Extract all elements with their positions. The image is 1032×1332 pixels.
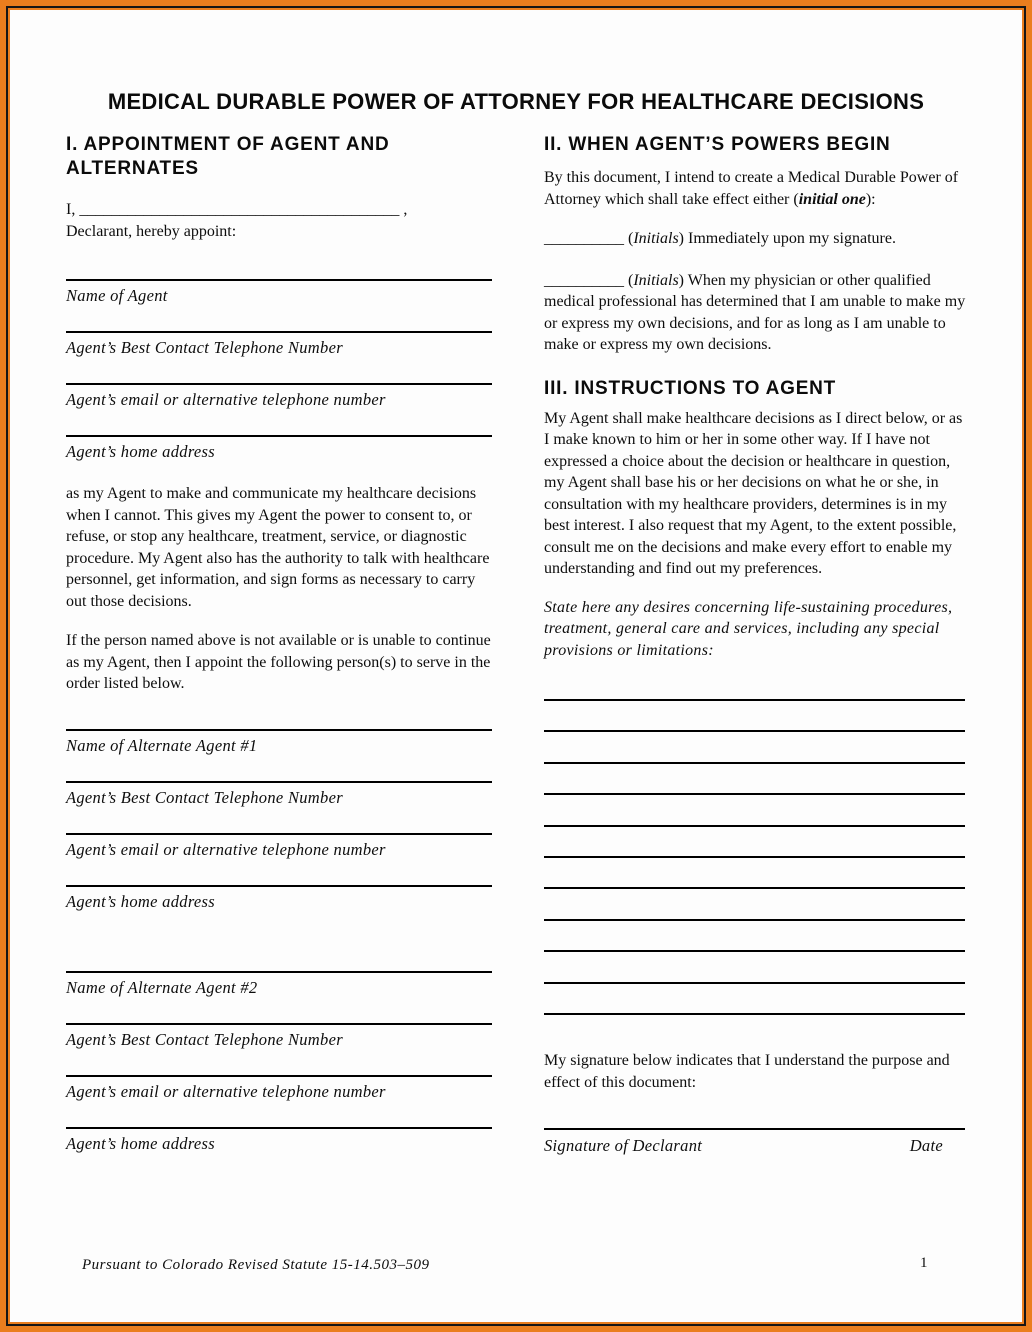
- powers-begin-text: By this document, I intend to create a Medical Durable Power of Attorney which shall take effect either (: [544, 169, 959, 208]
- page-content-area: [8, 8, 1024, 1324]
- field-label: Agent’s email or alternative telephone number: [66, 839, 386, 859]
- left-column: [66, 10, 492, 1322]
- statute-footer-note: Pursuant to Colorado Revised Statute 15-14.503–509: [82, 1257, 430, 1273]
- field-label: Agent’s email or alternative telephone number: [66, 1081, 386, 1101]
- initials-option-physician: [544, 270, 971, 356]
- signature-line: [544, 1128, 965, 1157]
- form-field-agent-phone: [66, 331, 492, 383]
- powers-begin-suffix: ):: [865, 190, 876, 208]
- field-label: Name of Alternate Agent #1: [66, 735, 258, 755]
- field-label: Agent’s email or alternative telephone number: [66, 390, 386, 409]
- agent-authority-paragraph: as my Agent to make and communicate my healthcare decisions when I cannot. This gives my Agent the power to consent to, or refuse, or stop any healthcare, treatment, service, or diagnostic procedure. My Agent also has the authority to talk with healthcare personnel, get information, and sign forms as necessary to carry out those decisions.: [66, 485, 490, 610]
- write-line: [544, 982, 965, 1013]
- option-text: ) Immediately upon my signature.: [678, 230, 896, 247]
- form-field-alt2-email: [66, 1075, 492, 1127]
- page-border-frame: [6, 6, 1026, 1326]
- declarant-appoint-line: Declarant, hereby appoint:: [66, 222, 237, 240]
- alternate-agent-1-fields-group: [66, 729, 492, 937]
- field-label: Name of Alternate Agent #2: [66, 977, 258, 997]
- alternate-agents-intro-paragraph: If the person named above is not available or is unable to continue as my Agent, then I appoint the following person(s) to serve in the order listed below.: [66, 632, 491, 692]
- section-2-heading: II. WHEN AGENT’S POWERS BEGIN: [544, 134, 891, 155]
- initials-blank: __________ (: [544, 230, 634, 247]
- form-field-alt1-email: [66, 833, 492, 885]
- write-line: [544, 1013, 965, 1044]
- write-line: [544, 887, 965, 918]
- write-line: [544, 856, 965, 887]
- field-label: Name of Agent: [66, 286, 168, 305]
- write-line: [544, 793, 965, 824]
- declarant-intro-paragraph: [66, 199, 492, 242]
- form-field-alt1-phone: [66, 781, 492, 833]
- initials-blank: __________ (: [544, 271, 634, 289]
- desires-prompt-paragraph: State here any desires concerning life-sustaining procedures, treatment, general care and services, including any special provisions or limitations:: [544, 598, 953, 659]
- desires-write-lines: [544, 699, 965, 1044]
- write-line: [544, 730, 965, 761]
- field-label: Agent’s home address: [66, 1133, 215, 1153]
- write-line: [544, 950, 965, 981]
- section-1-heading: I. APPOINTMENT OF AGENT AND ALTERNATES: [66, 134, 390, 179]
- write-line: [544, 762, 965, 793]
- form-field-agent-address: [66, 435, 492, 487]
- alternate-agent-2-fields-group: [66, 971, 492, 1179]
- field-label: Agent’s Best Contact Telephone Number: [66, 338, 343, 357]
- form-field-name-of-agent: [66, 279, 492, 331]
- date-label: Date: [909, 1136, 943, 1156]
- field-label: Agent’s home address: [66, 442, 215, 461]
- right-column: [544, 10, 971, 1322]
- field-label: Agent’s Best Contact Telephone Number: [66, 787, 343, 807]
- form-field-alt1-address: [66, 885, 492, 937]
- section-3-heading: III. INSTRUCTIONS TO AGENT: [544, 377, 837, 399]
- form-field-alt1-name: [66, 729, 492, 781]
- write-line: [544, 699, 965, 730]
- form-field-alt2-name: [66, 971, 492, 1023]
- initials-option-immediately: [544, 228, 971, 250]
- initial-one-emphasis: initial one: [798, 190, 866, 208]
- form-field-agent-email: [66, 383, 492, 435]
- document-title: MEDICAL DURABLE POWER OF ATTORNEY FOR HEALTHCARE DECISIONS: [107, 89, 925, 114]
- instructions-paragraph: My Agent shall make healthcare decisions as I direct below, or as I make known to him or her in some other way. If I have not expressed a choice about the decision or healthcare in question, my Agent shall base his or her decisions on what he or she, in consultation with my healthcare providers, determines is in my best interest. I also request that my Agent, to the extent possible, consult me on the decisions and make every effort to enable my understanding and find out my preferences.: [544, 409, 963, 577]
- write-line: [544, 825, 965, 856]
- initials-word: Initials: [633, 271, 679, 289]
- page-number: 1: [920, 1255, 928, 1271]
- signature-labels-row: [544, 1130, 965, 1157]
- field-label: Agent’s Best Contact Telephone Number: [66, 1029, 343, 1049]
- signature-of-declarant-label: Signature of Declarant: [544, 1136, 703, 1156]
- write-line: [544, 919, 965, 950]
- form-field-alt2-address: [66, 1127, 492, 1179]
- declarant-name-blank-line: I, ________________________________________ ,: [66, 201, 408, 218]
- powers-begin-paragraph: [544, 167, 971, 210]
- initials-word: Initials: [633, 230, 679, 247]
- agent-fields-group: [66, 279, 492, 487]
- field-label: Agent’s home address: [66, 891, 215, 911]
- option-text: ) When my physician or other qualified medical professional has determined that I am unable to make my or express my own decisions, and for as long as I am unable to make or express my own decisions.: [544, 271, 966, 353]
- signature-statement-paragraph: My signature below indicates that I understand the purpose and effect of this document:: [544, 1052, 950, 1091]
- form-field-alt2-phone: [66, 1023, 492, 1075]
